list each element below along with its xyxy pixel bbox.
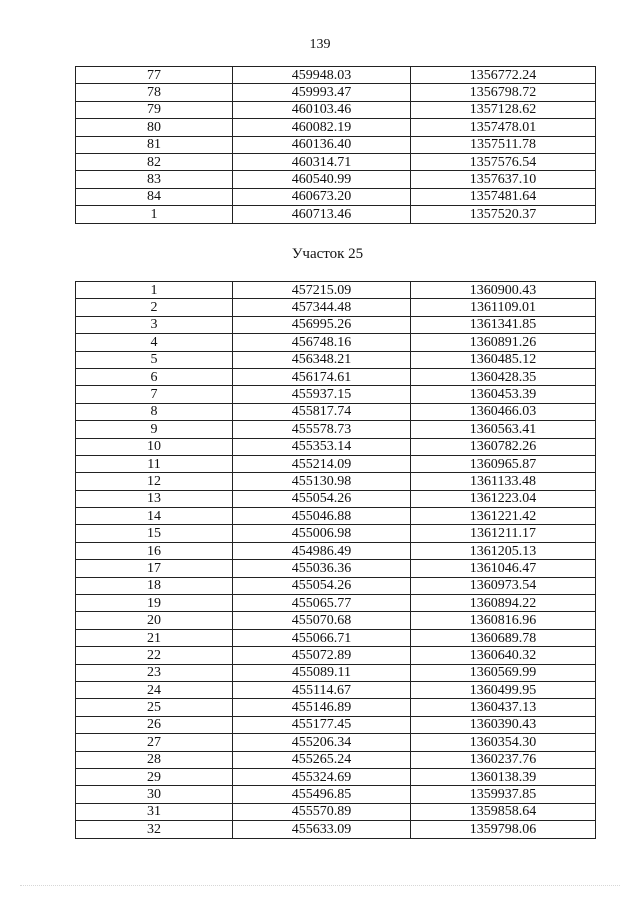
table-row [76,403,596,420]
point-number-cell: 81 [76,136,233,153]
table-row [76,188,596,205]
y-coordinate-cell: 1359798.06 [411,821,596,838]
y-coordinate-cell: 1359937.85 [411,786,596,803]
point-number-cell: 13 [76,490,233,507]
table-row [76,316,596,333]
y-coordinate-cell: 1360138.39 [411,768,596,785]
table-row [76,119,596,136]
x-coordinate-cell: 455265.24 [233,751,411,768]
table-row [76,153,596,170]
y-coordinate-cell: 1360965.87 [411,455,596,472]
x-coordinate-cell: 460314.71 [233,153,411,170]
x-coordinate-cell: 455114.67 [233,681,411,698]
y-coordinate-cell: 1357637.10 [411,171,596,188]
point-number-cell: 1 [76,206,233,223]
point-number-cell: 83 [76,171,233,188]
x-coordinate-cell: 460713.46 [233,206,411,223]
table-row [76,299,596,316]
point-number-cell: 3 [76,316,233,333]
y-coordinate-cell: 1360499.95 [411,681,596,698]
y-coordinate-cell: 1357478.01 [411,119,596,136]
x-coordinate-cell: 459993.47 [233,84,411,101]
point-number-cell: 15 [76,525,233,542]
x-coordinate-cell: 456174.61 [233,368,411,385]
y-coordinate-cell: 1360973.54 [411,577,596,594]
table-row [76,629,596,646]
point-number-cell: 82 [76,153,233,170]
y-coordinate-cell: 1360569.99 [411,664,596,681]
y-coordinate-cell: 1360640.32 [411,647,596,664]
y-coordinate-cell: 1360782.26 [411,438,596,455]
table-row [76,508,596,525]
y-coordinate-cell: 1360390.43 [411,716,596,733]
x-coordinate-cell: 455072.89 [233,647,411,664]
point-number-cell: 23 [76,664,233,681]
x-coordinate-cell: 455353.14 [233,438,411,455]
y-coordinate-cell: 1360437.13 [411,699,596,716]
point-number-cell: 8 [76,403,233,420]
y-coordinate-cell: 1360354.30 [411,734,596,751]
point-number-cell: 6 [76,368,233,385]
point-number-cell: 17 [76,560,233,577]
y-coordinate-cell: 1356798.72 [411,84,596,101]
x-coordinate-cell: 455496.85 [233,786,411,803]
table-row [76,803,596,820]
page-number: 139 [309,37,331,52]
y-coordinate-cell: 1361221.42 [411,508,596,525]
point-number-cell: 12 [76,473,233,490]
x-coordinate-cell: 455070.68 [233,612,411,629]
table-row [76,612,596,629]
y-coordinate-cell: 1360428.35 [411,368,596,385]
table-row [76,595,596,612]
table-row [76,490,596,507]
point-number-cell: 31 [76,803,233,820]
x-coordinate-cell: 455817.74 [233,403,411,420]
table-row [76,136,596,153]
table-row [76,368,596,385]
point-number-cell: 7 [76,386,233,403]
y-coordinate-cell: 1361223.04 [411,490,596,507]
x-coordinate-cell: 455054.26 [233,490,411,507]
table-row [76,647,596,664]
point-number-cell: 16 [76,542,233,559]
point-number-cell: 26 [76,716,233,733]
y-coordinate-cell: 1361341.85 [411,316,596,333]
x-coordinate-cell: 457344.48 [233,299,411,316]
y-coordinate-cell: 1360485.12 [411,351,596,368]
y-coordinate-cell: 1360689.78 [411,629,596,646]
x-coordinate-cell: 456995.26 [233,316,411,333]
table-row [76,473,596,490]
point-number-cell: 84 [76,188,233,205]
y-coordinate-cell: 1360816.96 [411,612,596,629]
x-coordinate-cell: 455046.88 [233,508,411,525]
x-coordinate-cell: 455206.34 [233,734,411,751]
x-coordinate-cell: 455065.77 [233,595,411,612]
x-coordinate-cell: 455089.11 [233,664,411,681]
x-coordinate-cell: 459948.03 [233,67,411,84]
x-coordinate-cell: 455324.69 [233,768,411,785]
point-number-cell: 29 [76,768,233,785]
table-row [76,577,596,594]
table-row [76,421,596,438]
table-row [76,282,596,299]
point-number-cell: 4 [76,334,233,351]
x-coordinate-cell: 455006.98 [233,525,411,542]
x-coordinate-cell: 454986.49 [233,542,411,559]
table-row [76,386,596,403]
table-row [76,768,596,785]
point-number-cell: 20 [76,612,233,629]
y-coordinate-cell: 1357128.62 [411,101,596,118]
y-coordinate-cell: 1360453.39 [411,386,596,403]
point-number-cell: 79 [76,101,233,118]
x-coordinate-cell: 460082.19 [233,119,411,136]
x-coordinate-cell: 455054.26 [233,577,411,594]
coordinates-table-continued [75,66,596,224]
x-coordinate-cell: 456348.21 [233,351,411,368]
point-number-cell: 22 [76,647,233,664]
x-coordinate-cell: 460540.99 [233,171,411,188]
table-row [76,171,596,188]
x-coordinate-cell: 455578.73 [233,421,411,438]
x-coordinate-cell: 455130.98 [233,473,411,490]
point-number-cell: 27 [76,734,233,751]
y-coordinate-cell: 1357520.37 [411,206,596,223]
x-coordinate-cell: 460136.40 [233,136,411,153]
y-coordinate-cell: 1360466.03 [411,403,596,420]
x-coordinate-cell: 460103.46 [233,101,411,118]
x-coordinate-cell: 455177.45 [233,716,411,733]
point-number-cell: 77 [76,67,233,84]
table-row [76,84,596,101]
point-number-cell: 18 [76,577,233,594]
point-number-cell: 32 [76,821,233,838]
x-coordinate-cell: 456748.16 [233,334,411,351]
table-row [76,664,596,681]
table-row [76,716,596,733]
y-coordinate-cell: 1360237.76 [411,751,596,768]
table-row [76,699,596,716]
y-coordinate-cell: 1361211.17 [411,525,596,542]
table-row [76,821,596,838]
table-row [76,101,596,118]
table-row [76,351,596,368]
x-coordinate-cell: 460673.20 [233,188,411,205]
scan-artifact-line [20,885,620,890]
x-coordinate-cell: 455570.89 [233,803,411,820]
table-row [76,206,596,223]
table-row [76,786,596,803]
y-coordinate-cell: 1361046.47 [411,560,596,577]
x-coordinate-cell: 457215.09 [233,282,411,299]
point-number-cell: 30 [76,786,233,803]
y-coordinate-cell: 1361133.48 [411,473,596,490]
y-coordinate-cell: 1357576.54 [411,153,596,170]
y-coordinate-cell: 1360900.43 [411,282,596,299]
table-row [76,334,596,351]
y-coordinate-cell: 1357481.64 [411,188,596,205]
point-number-cell: 78 [76,84,233,101]
y-coordinate-cell: 1356772.24 [411,67,596,84]
point-number-cell: 11 [76,455,233,472]
table-row [76,438,596,455]
y-coordinate-cell: 1361205.13 [411,542,596,559]
x-coordinate-cell: 455036.36 [233,560,411,577]
x-coordinate-cell: 455937.15 [233,386,411,403]
point-number-cell: 5 [76,351,233,368]
point-number-cell: 2 [76,299,233,316]
x-coordinate-cell: 455214.09 [233,455,411,472]
y-coordinate-cell: 1360563.41 [411,421,596,438]
point-number-cell: 80 [76,119,233,136]
point-number-cell: 24 [76,681,233,698]
y-coordinate-cell: 1360894.22 [411,595,596,612]
y-coordinate-cell: 1361109.01 [411,299,596,316]
x-coordinate-cell: 455146.89 [233,699,411,716]
point-number-cell: 28 [76,751,233,768]
table-row [76,681,596,698]
y-coordinate-cell: 1359858.64 [411,803,596,820]
y-coordinate-cell: 1360891.26 [411,334,596,351]
table-row [76,525,596,542]
y-coordinate-cell: 1357511.78 [411,136,596,153]
table-row [76,734,596,751]
x-coordinate-cell: 455633.09 [233,821,411,838]
point-number-cell: 9 [76,421,233,438]
table-row [76,751,596,768]
table-row [76,560,596,577]
table-row [76,455,596,472]
point-number-cell: 1 [76,282,233,299]
point-number-cell: 21 [76,629,233,646]
table-row [76,542,596,559]
point-number-cell: 10 [76,438,233,455]
table-row [76,67,596,84]
point-number-cell: 25 [76,699,233,716]
x-coordinate-cell: 455066.71 [233,629,411,646]
coordinates-table-plot-25 [75,281,596,839]
point-number-cell: 19 [76,595,233,612]
section-title: Участок 25 [291,246,364,262]
point-number-cell: 14 [76,508,233,525]
